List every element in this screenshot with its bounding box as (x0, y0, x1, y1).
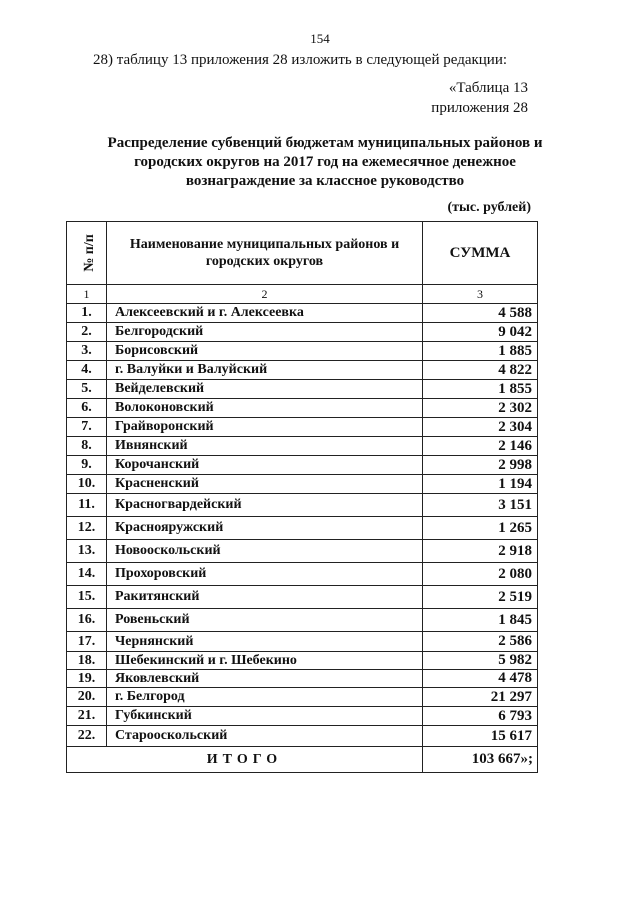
table-row (67, 380, 538, 399)
column-index-1: 1 (67, 285, 107, 304)
column-index-3: 3 (423, 285, 538, 304)
page-number: 154 (310, 31, 330, 46)
row-number: 17. (67, 632, 107, 652)
row-sum: 9 042 (423, 323, 538, 342)
column-header-number-text: № п/п (81, 234, 97, 272)
row-sum: 2 146 (423, 437, 538, 456)
district-name: Борисовский (107, 342, 423, 361)
table-row (67, 670, 538, 688)
table-row (67, 342, 538, 361)
row-number: 4. (67, 361, 107, 380)
table-row (67, 688, 538, 707)
district-name: г. Валуйки и Валуйский (107, 361, 423, 380)
column-index-row (67, 285, 538, 304)
district-name: Красненский (107, 475, 423, 494)
row-sum: 2 304 (423, 418, 538, 437)
table-row (67, 323, 538, 342)
district-name: Шебекинский и г. Шебекино (107, 652, 423, 670)
row-sum: 2 918 (423, 540, 538, 563)
title-line2: городских округов на 2017 год на ежемесячное денежное (134, 154, 516, 170)
intro-text: 28) таблицу 13 приложения 28 изложить в следующей редакции: (93, 52, 508, 68)
table-row (67, 494, 538, 517)
row-number: 2. (67, 323, 107, 342)
row-number: 18. (67, 652, 107, 670)
row-sum: 3 151 (423, 494, 538, 517)
row-sum: 4 478 (423, 670, 538, 688)
column-header-name-line1: Наименование муниципальных районов и (129, 237, 400, 252)
row-number: 16. (67, 609, 107, 632)
table-row (67, 456, 538, 475)
table-row (67, 418, 538, 437)
row-number: 5. (67, 380, 107, 399)
district-name: Ракитянский (107, 586, 423, 609)
row-sum: 2 302 (423, 399, 538, 418)
district-name: Прохоровский (107, 563, 423, 586)
table-row (67, 652, 538, 670)
district-name: Красногвардейский (107, 494, 423, 517)
title-line3: вознаграждение за классное руководство (185, 173, 465, 189)
district-name: Волоконовский (107, 399, 423, 418)
row-sum: 1 855 (423, 380, 538, 399)
row-number: 20. (67, 688, 107, 707)
total-label: ИТОГО (67, 747, 423, 773)
row-number: 10. (67, 475, 107, 494)
row-sum: 1 885 (423, 342, 538, 361)
district-name: Губкинский (107, 707, 423, 726)
district-name: Новооскольский (107, 540, 423, 563)
units-label: (тыс. рублей) (447, 200, 531, 215)
table-row (67, 399, 538, 418)
table-row (67, 304, 538, 323)
row-sum: 21 297 (423, 688, 538, 707)
row-number: 13. (67, 540, 107, 563)
row-sum: 4 822 (423, 361, 538, 380)
column-header-name-line2: городских округов (205, 254, 324, 269)
district-name: Грайворонский (107, 418, 423, 437)
row-sum: 2 998 (423, 456, 538, 475)
table-row (67, 475, 538, 494)
row-number: 21. (67, 707, 107, 726)
row-number: 9. (67, 456, 107, 475)
row-number: 8. (67, 437, 107, 456)
column-index-2: 2 (107, 285, 423, 304)
table-row (67, 632, 538, 652)
district-name: Чернянский (107, 632, 423, 652)
row-sum: 1 265 (423, 517, 538, 540)
district-name: Ивнянский (107, 437, 423, 456)
table-reference (431, 78, 528, 118)
row-sum: 2 080 (423, 563, 538, 586)
row-number: 1. (67, 304, 107, 323)
total-row (67, 747, 538, 773)
table-row (67, 517, 538, 540)
row-number: 3. (67, 342, 107, 361)
row-sum: 1 194 (423, 475, 538, 494)
row-number: 6. (67, 399, 107, 418)
header-row (67, 222, 538, 285)
table-row (67, 540, 538, 563)
row-sum: 1 845 (423, 609, 538, 632)
table-row (67, 609, 538, 632)
district-name: г. Белгород (107, 688, 423, 707)
table-row (67, 586, 538, 609)
row-number: 19. (67, 670, 107, 688)
table-ref-line2: приложения 28 (431, 100, 528, 116)
district-name: Краснояружский (107, 517, 423, 540)
row-sum: 5 982 (423, 652, 538, 670)
row-sum: 4 588 (423, 304, 538, 323)
table-ref-line1: «Таблица 13 (448, 80, 528, 96)
district-name: Ровеньский (107, 609, 423, 632)
table-row (67, 563, 538, 586)
total-sum: 103 667»; (423, 747, 538, 773)
column-header-name (107, 222, 423, 285)
district-name: Яковлевский (107, 670, 423, 688)
table-row (67, 361, 538, 380)
row-sum: 2 519 (423, 586, 538, 609)
row-sum: 6 793 (423, 707, 538, 726)
column-header-sum: СУММА (423, 222, 538, 285)
row-number: 14. (67, 563, 107, 586)
district-name: Алексеевский и г. Алексеевка (107, 304, 423, 323)
row-number: 15. (67, 586, 107, 609)
title-line1: Распределение субвенций бюджетам муниципальных районов и (107, 135, 543, 151)
district-name: Вейделевский (107, 380, 423, 399)
row-number: 11. (67, 494, 107, 517)
table-body (67, 304, 538, 747)
district-name: Корочанский (107, 456, 423, 475)
district-name: Белгородский (107, 323, 423, 342)
document-title (60, 134, 590, 191)
row-sum: 15 617 (423, 726, 538, 747)
table-row (67, 437, 538, 456)
row-number: 22. (67, 726, 107, 747)
row-number: 12. (67, 517, 107, 540)
table-row (67, 707, 538, 726)
row-number: 7. (67, 418, 107, 437)
row-sum: 2 586 (423, 632, 538, 652)
subvention-table (66, 221, 538, 773)
district-name: Старооскольский (107, 726, 423, 747)
table-row (67, 726, 538, 747)
column-header-number (67, 222, 107, 285)
